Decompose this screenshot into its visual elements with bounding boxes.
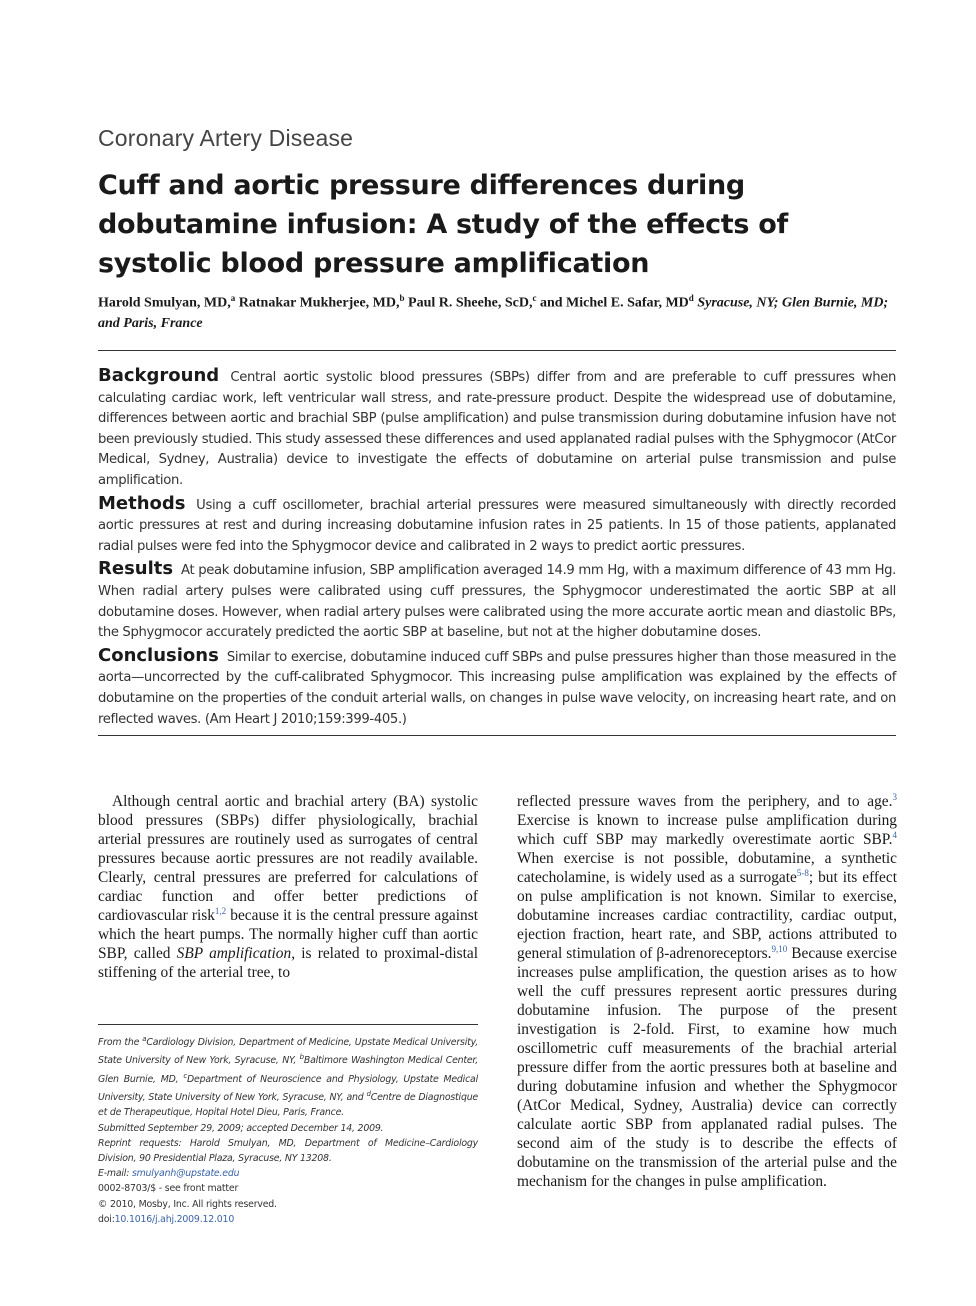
author-list [98, 288, 898, 334]
citation-link[interactable]: 1,2 [214, 905, 227, 916]
copyright-note: © 2010, Mosby, Inc. All rights reserved. [98, 1198, 277, 1210]
citation-link[interactable]: 4 [892, 829, 897, 840]
abstract-heading: Methods [98, 492, 186, 514]
body-text: Although central aortic and brachial artery (BA) systolic blood pressures (SBPs) differ physiologically, brachial arterial pressures are routinely used as surrogates of central pressures because aortic pressures are not readily available. Clearly, central pressures are preferred for calculations of cardiac function and offer better predictions of cardiovascular risk [98, 793, 478, 924]
reprint-requests: Reprint requests: Harold Smulyan, MD, Department of Medicine–Cardiology Division, 90 Presidential Plaza, Syracuse, NY 13208. [98, 1137, 478, 1164]
body-text: ; but its effect on pulse amplification is not known. Similar to exercise, dobutamine increases cardiac contractility, cardiac output, ejection fraction, heart rate, and SBP, actions attributed to general stimulation of β-adrenoreceptors. [517, 869, 897, 962]
affiliations-note: From the $^a$Cardiology Division, Department of Medicine, Upstate Medical University, State University of New York, Syracuse, NY, $^b$Baltimore Washington Medical Center, Glen Burnie, MD, $^c$Department of Neuroscience and Physiology, Upstate Medical University, State University of New York, Syracuse, NY, and $^d$Centre de Diagnostique et de Therapeutique, Hopital Hotel Dieu, Paris, France. [98, 1035, 479, 1119]
email-note: E-mail: smulyanh@upstate.edu [98, 1168, 240, 1180]
abstract-heading: Conclusions [98, 644, 219, 666]
abstract-bottom-rule [98, 735, 896, 736]
body-text: reflected pressure waves from the periphery, and to age. [517, 793, 893, 810]
affiliation-marker: c [532, 293, 537, 303]
abstract [98, 366, 896, 732]
email-link[interactable]: smulyanh@upstate.edu [131, 1168, 240, 1180]
doi-note: doi:10.1016/j.ahj.2009.12.010 [98, 1213, 235, 1225]
body-column-left [98, 792, 478, 982]
citation-link[interactable]: 9,10 [771, 943, 788, 954]
submission-dates: Submitted September 29, 2009; accepted December 14, 2009. [98, 1122, 384, 1134]
author-name: Ratnakar Mukherjee, MD, [235, 295, 400, 311]
body-text: because it is the central pressure against which the heart pumps. The normally higher cuff than aortic SBP, called [98, 907, 478, 962]
article-title: Cuff and aortic pressure differences during dobutamine infusion: A study of the effects of systolic blood pressure amplification [98, 170, 788, 279]
abstract-conclusions [98, 646, 896, 730]
abstract-text: At peak dobutamine infusion, SBP amplification averaged 14.9 mm Hg, with a maximum difference of 43 mm Hg. When radial artery pulses were calibrated using cuff pressures, the Sphygmocor underestimated the aortic SBP at all dobutamine doses. However, when radial artery pulses were calibrated using the more accurate aortic mean and diastolic BPs, the Sphygmocor accurately predicted the aortic SBP at baseline, but not at the higher dobutamine doses. [98, 563, 897, 641]
abstract-text: Central aortic systolic blood pressures (SBPs) differ from and are preferable to cuff pressures when calculating cardiac work, left ventricular wall stress, and rate-pressure product. Despite the widespread use of dobutamine, differences between aortic and brachial SBP (pulse amplification) and pulse transmission during dobutamine infusion have not been previously studied. This study assessed these differences and used applanated radial pulses with the Sphygmocor (AtCor Medical, Sydney, Australia) device to investigate the effects of dobutamine on arterial pulse transmission and pulse amplification. [98, 370, 896, 488]
footnotes [98, 1032, 478, 1227]
abstract-top-rule [98, 350, 896, 351]
body-text: Exercise is known to increase pulse amplification during which cuff SBP may markedly overestimate aortic SBP. [517, 812, 897, 848]
abstract-methods [98, 494, 896, 558]
body-column-right [517, 792, 897, 1191]
body-text: Because exercise increases pulse amplification, the question arises as to how well the cuff pressures represent aortic pressures during dobutamine infusion. The purpose of the present investigation is 2-fold. First, to examine how much oscillometric cuff measurements of the brachial arterial pressure differ from the aortic pressures both at baseline and during dobutamine infusion and whether the Sphygmocor (AtCor Medical, Sydney, Australia) device can correctly calculate aortic SBP from applanated radial pulses. The second aim of the study is to describe the effects of dobutamine on the transmission of the arterial pulse and the mechanism for the changes in pulse amplification. [517, 945, 897, 1190]
author-name: Paul R. Sheehe, ScD, [404, 295, 533, 311]
citation-link[interactable]: 3 [892, 791, 897, 802]
body-text: , is related to proximal-distal stiffening of the arterial tree, to [98, 945, 478, 981]
affiliation-marker: a [230, 293, 236, 303]
abstract-text: Using a cuff oscillometer, brachial arterial pressures were measured simultaneously with directly recorded aortic pressures at rest and during increasing dobutamine infusion rates in 25 patients. In 15 of those patients, applanated radial pulses were fed into the Sphygmocor device and calibrated in 2 ways to predict aortic pressures. [98, 497, 896, 554]
author-locations: Syracuse, NY; Glen Burnie, MD; and Paris, France [98, 295, 889, 331]
affiliation-marker: b [399, 293, 405, 303]
issn-note: 0002-8703/$ - see front matter [98, 1183, 239, 1195]
emphasized-term: SBP amplification [176, 945, 292, 962]
doi-link[interactable]: 10.1016/j.ahj.2009.12.010 [114, 1213, 235, 1225]
affiliation-marker: d [688, 293, 694, 303]
citation-link[interactable]: 5-8 [796, 867, 809, 878]
abstract-heading: Results [98, 558, 174, 580]
footnote-rule [98, 1024, 478, 1025]
abstract-heading: Background [98, 365, 220, 386]
author-name: Harold Smulyan, MD, [98, 295, 231, 311]
body-text: When exercise is not possible, dobutamine, a synthetic catecholamine, is widely used as a surrogate [517, 850, 897, 886]
abstract-background [98, 366, 896, 492]
section-label: Coronary Artery Disease [98, 125, 354, 151]
abstract-text: Similar to exercise, dobutamine induced cuff SBPs and pulse pressures higher than those measured in the aorta—uncorrected by the cuff-calibrated Sphygmocor. This increasing pulse amplification was explained by the effects of dobutamine on the properties of the conduit arterial walls, on changes in pulse wave velocity, on increasing heart rate, and on reflected waves. (Am Heart J 2010;159:399-405.) [98, 649, 896, 727]
author-name: and Michel E. Safar, MD [536, 295, 689, 311]
abstract-results [98, 559, 896, 643]
